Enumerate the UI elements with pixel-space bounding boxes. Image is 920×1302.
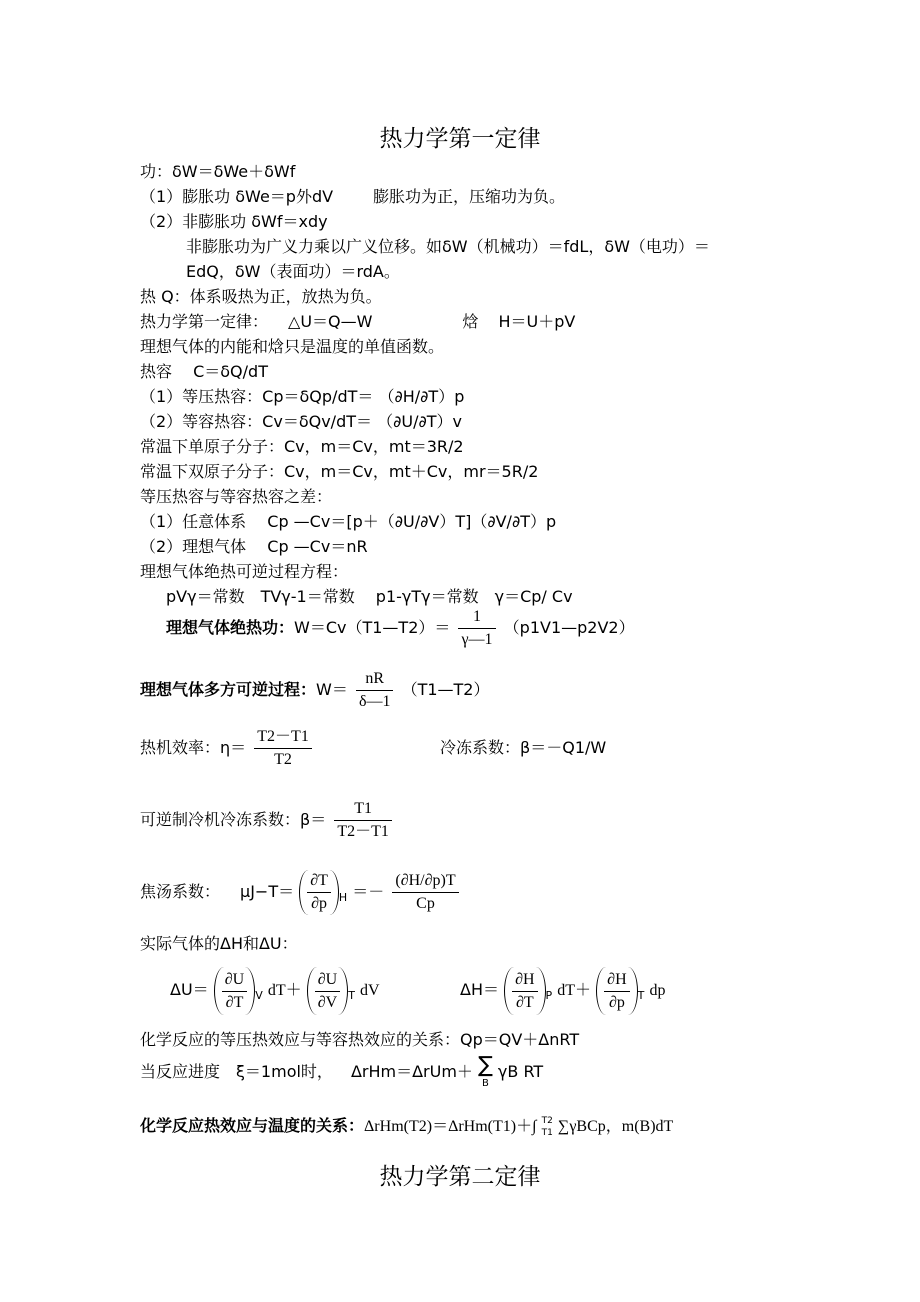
page-title: 热力学第一定律 (379, 126, 541, 152)
cp-cv-diff: 等压热容与等容热容之差： (140, 487, 333, 506)
non-expansion-note-1: 非膨胀功为广义力乘以广义位移。如δW（机械功）＝fdL，δW（电功）＝ (186, 237, 710, 256)
cv-def: （2）等容热容：Cv＝δQv/dT＝ （∂U/∂T）v (140, 412, 462, 431)
work-def: 功：δW＝δWe＋δWf (140, 162, 296, 181)
fraction: $\frac{1}{\gamma—1}$ (458, 606, 495, 651)
heat-capacity-def: 热容 C＝δQ/dT (140, 362, 268, 381)
heat-def: 热 Q：体系吸热为正，放热为负。 (140, 287, 382, 306)
qp-qv: 化学反应的等压热效应与等容热效应的关系：Qp＝QV＋ΔnRT (140, 1030, 580, 1049)
non-expansion-note-2: EdQ，δW（表面功）＝rdA。 (186, 262, 400, 281)
reaction-extent: 当反应进度 ξ＝1mol时， ΔrHm＝ΔrUm＋ ∑ B γB RT (140, 1052, 544, 1089)
monatomic: 常温下单原子分子：Cv，m＝Cv，mt＝3R/2 (140, 437, 464, 456)
cp-def: （1）等压热容：Cp＝δQp/dT＝ （∂H/∂T）p (140, 387, 465, 406)
kirchhoff: 化学反应热效应与温度的关系：ΔrHm(T2)＝ΔrHm(T1)＋∫ T2 T1 ∑γBCp，m(B)dT (140, 1115, 674, 1138)
section-title-2: 热力学第二定律 (379, 1164, 541, 1190)
cp-cv-ideal: （2）理想气体 Cp —Cv＝nR (140, 537, 368, 556)
fraction: $\frac{nR}{\delta—1}$ (356, 668, 394, 713)
adiabatic-work: 理想气体绝热功：W＝Cv（T1—T2）＝ $\frac{1}{\gamma—1}$ （p1V1—p2V2） (166, 606, 635, 651)
real-gas-title: 实际气体的ΔH和ΔU： (140, 934, 298, 953)
cooling-coef: 冷冻系数：β＝－Q1/W (440, 738, 607, 757)
diatomic: 常温下双原子分子：Cv，m＝Cv，mt＋Cv，mr＝5R/2 (140, 462, 539, 481)
ideal-gas-note: 理想气体的内能和焓只是温度的单值函数。 (140, 337, 445, 356)
fraction: $\frac{T1}{T2-T1}$ (334, 798, 392, 843)
first-law: 热力学第一定律： △U＝Q—W 焓 H＝U＋pV (140, 312, 576, 331)
fraction: $\frac{(\partial H/\partial p)T}{Cp}$ (392, 870, 458, 915)
cp-cv-any: （1）任意体系 Cp —Cv＝[p＋（∂U/∂V）T]（∂V/∂T）p (140, 512, 557, 531)
fraction: $\frac{T2-T1}{T2}$ (254, 726, 312, 771)
polytropic: 理想气体多方可逆过程：W＝ $\frac{nR}{\delta—1}$ （T1—T2） (140, 668, 490, 713)
real-gas-dh: ΔH＝ $\frac{\partial H}{\partial T}$ $_P$ dT＋ $\frac{\partial H}{\partial p}$ $_T$ dp (460, 966, 665, 1020)
expansion-work: （1）膨胀功 δWe＝p外dV 膨胀功为正，压缩功为负。 (140, 187, 566, 206)
efficiency: 热机效率：η＝ $\frac{T2-T1}{T2}$ (140, 726, 315, 771)
adiabatic-title: 理想气体绝热可逆过程方程： (140, 562, 349, 581)
joule-thomson: 焦汤系数： μJ−T＝ $\frac{\partial T}{\partial p}$ $_H$ ＝－ $\frac{(\partial H/\partial p)T}{Cp}$ (140, 870, 462, 920)
non-expansion-work: （2）非膨胀功 δWf＝xdy (140, 212, 328, 231)
rev-cooling: 可逆制冷机冷冻系数：β＝ $\frac{T1}{T2-T1}$ (140, 798, 395, 843)
real-gas-du: ΔU＝ $\frac{\partial U}{\partial T}$ $_V$ dT＋ $\frac{\partial U}{\partial V}$ $_T$ dV (170, 966, 380, 1020)
adiabatic-eq: pVγ＝常数 TVγ-1＝常数 p1-γTγ＝常数 γ＝Cp/ Cv (166, 587, 573, 606)
